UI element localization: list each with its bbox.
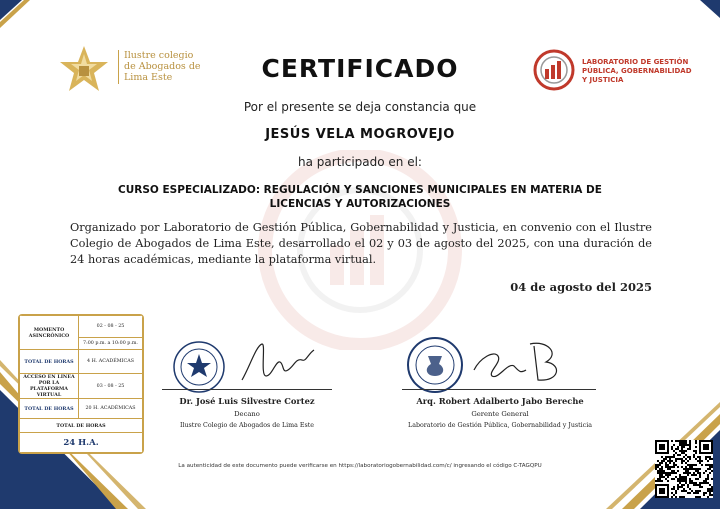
total-hours-label: TOTAL DE HORAS: [20, 419, 143, 433]
certificate-title: CERTIFICADO: [261, 54, 459, 83]
schedule-value: 7:00 p.m. a 10:00 p.m.: [79, 338, 143, 350]
manager-institution: Laboratorio de Gestión Pública, Gobernabilidad y Justicia: [408, 422, 592, 429]
participation-text: ha participado en el:: [298, 155, 422, 169]
certificate-body: Organizado por Laboratorio de Gestión Pública, Gobernabilidad y Justicia, en convenio con el Ilustre Colegio de Abogados de Lima Este, desarrollado el 02 y 03 de agosto del 2025, con una duración de 24 horas académicas, mediante la plataforma virtual.: [70, 221, 652, 266]
schedule-table: [18, 314, 144, 454]
intro-text: Por el presente se deja constancia que: [243, 100, 477, 114]
manager-role: Gerente General: [471, 410, 529, 418]
schedule-label: TOTAL DE HORAS: [20, 399, 79, 419]
course-title: CURSO ESPECIALIZADO: REGULACIÓN Y SANCIONES MUNICIPALES EN MATERIA DE LICENCIAS Y AUTORIZACIONES: [118, 184, 602, 210]
right-logo-text: LABORATORIO DE GESTIÓN PÚBLICA, GOBERNABILIDAD Y JUSTICIA: [582, 58, 692, 84]
dean-name: Dr. José Luis Silvestre Cortez: [179, 396, 315, 406]
schedule-value: 20 H. ACADÉMICAS: [79, 399, 143, 419]
dean-role: Decano: [234, 410, 260, 418]
schedule-value: 02 - 08 - 25: [79, 316, 143, 338]
signature-line: [162, 389, 332, 390]
qr-code-icon[interactable]: [655, 440, 713, 498]
recipient-name: JESÚS VELA MOGROVEJO: [265, 127, 455, 142]
schedule-value: 03 - 08 - 25: [79, 374, 143, 399]
dean-institution: Ilustre Colegio de Abogados de Lima Este: [180, 422, 314, 429]
schedule-label: ACCESO EN LINEA POR LA PLATAFORMA VIRTUAL: [20, 374, 79, 399]
issue-date: 04 de agosto del 2025: [510, 280, 652, 294]
signature-line: [402, 389, 596, 390]
left-logo-text: Ilustre colegio de Abogados de Lima Este: [124, 50, 201, 83]
total-hours-value: 24 H.A.: [20, 433, 143, 453]
dean-signature: [232, 336, 328, 386]
schedule-value: 4 H. ACADÉMICAS: [79, 350, 143, 374]
laboratory-seal-icon: [406, 336, 464, 394]
schedule-label: MOMENTO ASINCRÓNICO: [20, 316, 79, 350]
schedule-label: TOTAL DE HORAS: [20, 350, 79, 374]
manager-name: Arq. Robert Adalberto Jabo Bereche: [416, 396, 584, 406]
verification-note: La autenticidad de este documento puede verificarse en https://laboratoriogobernabilidad.com/c/ ingresando el código C-TAGQPU: [178, 463, 542, 469]
dean-seal-icon: [172, 340, 226, 394]
manager-signature: [468, 336, 568, 392]
